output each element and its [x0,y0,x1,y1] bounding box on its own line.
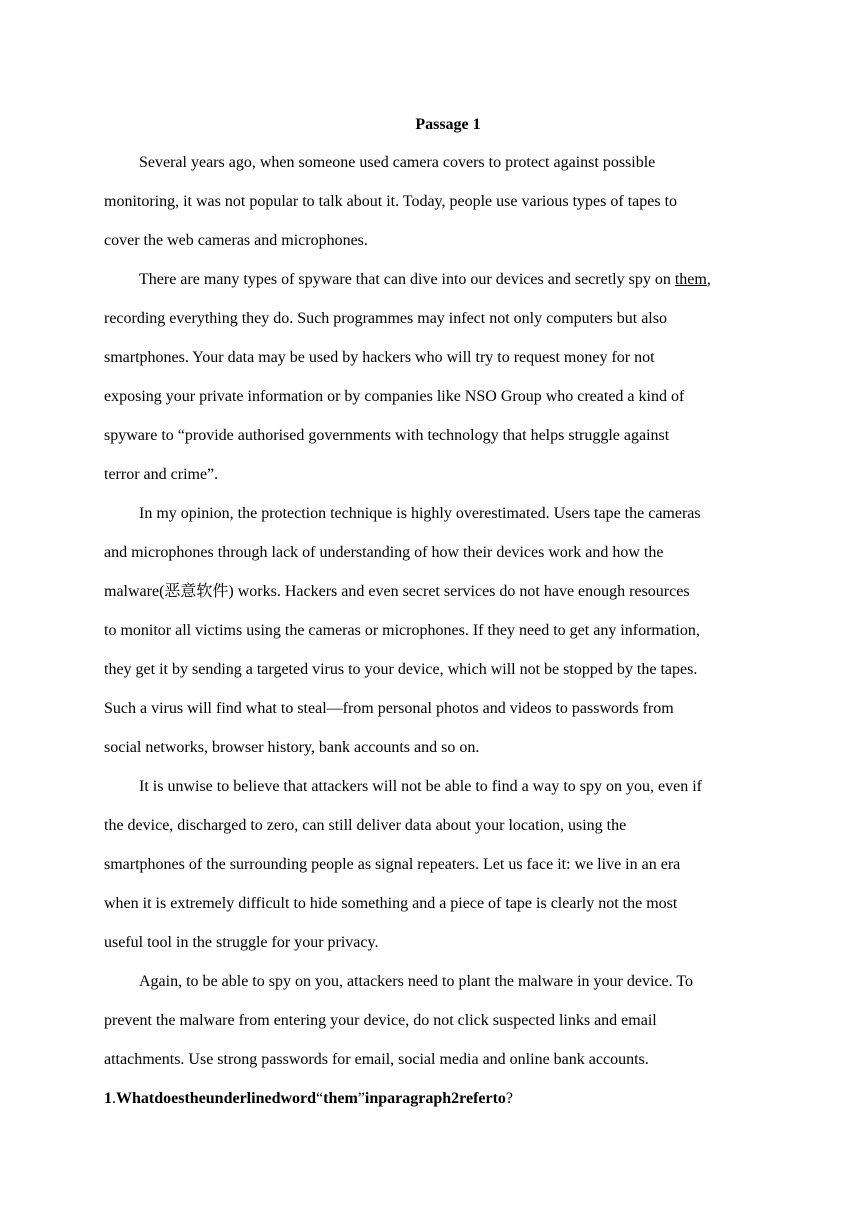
paragraph-1-line-1: Several years ago, when someone used camera covers to protect against possible [139,154,656,171]
paragraph-2-line-5: spyware to “provide authorised governments with technology that helps struggle against [104,427,670,444]
paragraph-2-line-1-text: There are many types of spyware that can dive into our devices and secretly spy on [139,271,675,288]
paragraph-3-line-4: to monitor all victims using the cameras or microphones. If they need to get any information, [104,622,700,639]
underlined-word-them: them [674,271,707,288]
paragraph-5-line-3: attachments. Use strong passwords for email, social media and online bank accounts. [104,1051,649,1068]
paragraph-2-line-1 [139,269,711,291]
paragraph-2-line-2: recording everything they do. Such programmes may infect not only computers but also [104,310,667,327]
paragraph-2-line-3: smartphones. Your data may be used by hackers who will try to request money for not [104,349,655,366]
paragraph-4-line-5: useful tool in the struggle for your privacy. [104,934,379,951]
question-separator: . [112,1090,116,1107]
question-text-part-2: them [323,1090,358,1107]
paragraph-3-line-3: malware(恶意软件) works. Hackers and even secret services do not have enough resources [104,583,690,600]
paragraph-3-line-1: In my opinion, the protection technique is highly overestimated. Users tape the cameras [139,505,701,522]
paragraph-4-line-3: smartphones of the surrounding people as signal repeaters. Let us face it: we live in an era [104,856,681,873]
question-1 [104,1088,513,1110]
passage-title: Passage 1 [415,116,481,133]
paragraph-2-line-4: exposing your private information or by companies like NSO Group who created a kind of [104,388,685,405]
paragraph-2-line-1-comma: , [706,271,711,288]
question-text-part-1: Whatdoestheunderlinedword [116,1090,317,1107]
paragraph-4-line-2: the device, discharged to zero, can still deliver data about your location, using the [104,817,627,834]
paragraph-2-line-6: terror and crime”. [104,466,219,483]
paragraph-5-line-2: prevent the malware from entering your device, do not click suspected links and email [104,1012,657,1029]
question-text-part-3: inparagraph2referto [364,1090,506,1107]
paragraph-3-line-2: and microphones through lack of understanding of how their devices work and how the [104,544,664,561]
paragraph-3-line-6: Such a virus will find what to steal—from personal photos and videos to passwords from [104,700,674,717]
question-number: 1 [104,1090,112,1107]
question-end-mark: ? [505,1090,514,1107]
paragraph-4-line-4: when it is extremely difficult to hide something and a piece of tape is clearly not the most [104,895,678,912]
paragraph-5-line-1: Again, to be able to spy on you, attackers need to plant the malware in your device. To [139,973,693,990]
question-close-quote: ” [357,1090,365,1107]
paragraph-1-line-2: monitoring, it was not popular to talk about it. Today, people use various types of tapes to [104,193,678,210]
paragraph-3-line-7: social networks, browser history, bank accounts and so on. [104,739,480,756]
question-open-quote: “ [316,1090,324,1107]
paragraph-1-line-3: cover the web cameras and microphones. [104,232,368,249]
paragraph-4-line-1: It is unwise to believe that attackers will not be able to find a way to spy on you, even if [139,778,702,795]
paragraph-3-line-5: they get it by sending a targeted virus to your device, which will not be stopped by the tapes. [104,661,698,678]
